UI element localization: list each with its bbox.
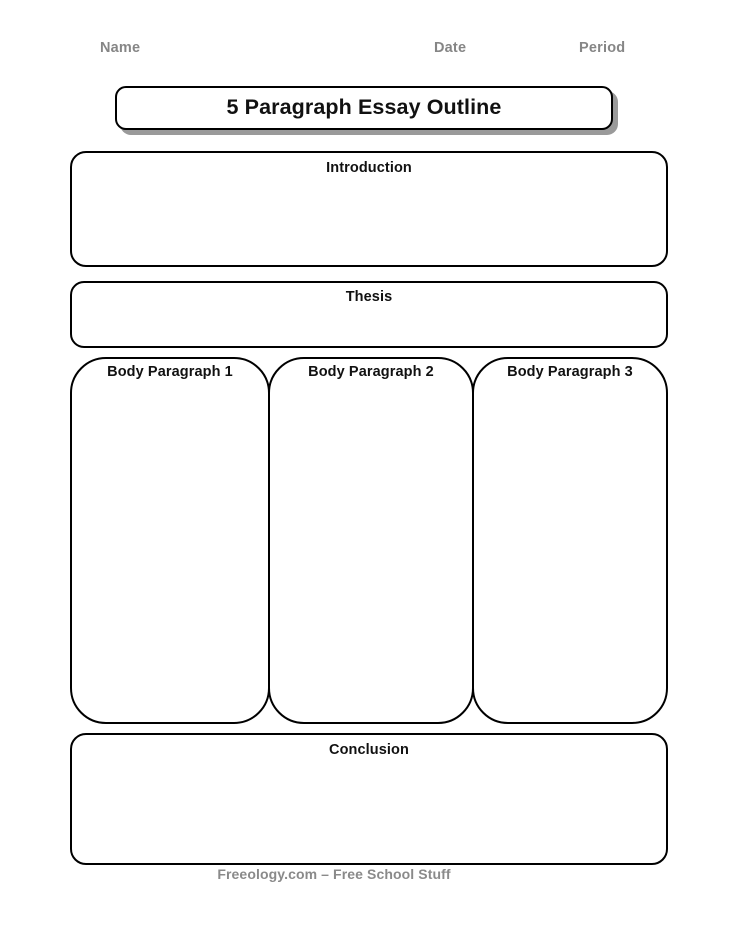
body-paragraph-3-label: Body Paragraph 3 [507,364,633,380]
body-paragraph-1-label: Body Paragraph 1 [107,364,233,380]
body-paragraph-3-box[interactable] [472,357,668,724]
title-box [115,86,613,130]
conclusion-label: Conclusion [329,742,409,758]
date-field-label: Date [434,40,467,56]
introduction-box[interactable] [70,151,668,267]
conclusion-box[interactable] [70,733,668,865]
footer-credit: Freeology.com – Free School Stuff [217,866,451,882]
introduction-label: Introduction [326,160,412,176]
body-paragraph-2-label: Body Paragraph 2 [308,364,434,380]
body-paragraph-1-box[interactable] [70,357,270,724]
student-info-row [0,40,736,62]
page-title: 5 Paragraph Essay Outline [226,95,502,120]
period-field-label: Period [579,40,626,56]
body-paragraph-2-box[interactable] [268,357,474,724]
name-field-label: Name [100,40,141,56]
worksheet-title-banner [115,86,613,130]
thesis-label: Thesis [345,289,393,305]
thesis-box[interactable] [70,281,668,348]
